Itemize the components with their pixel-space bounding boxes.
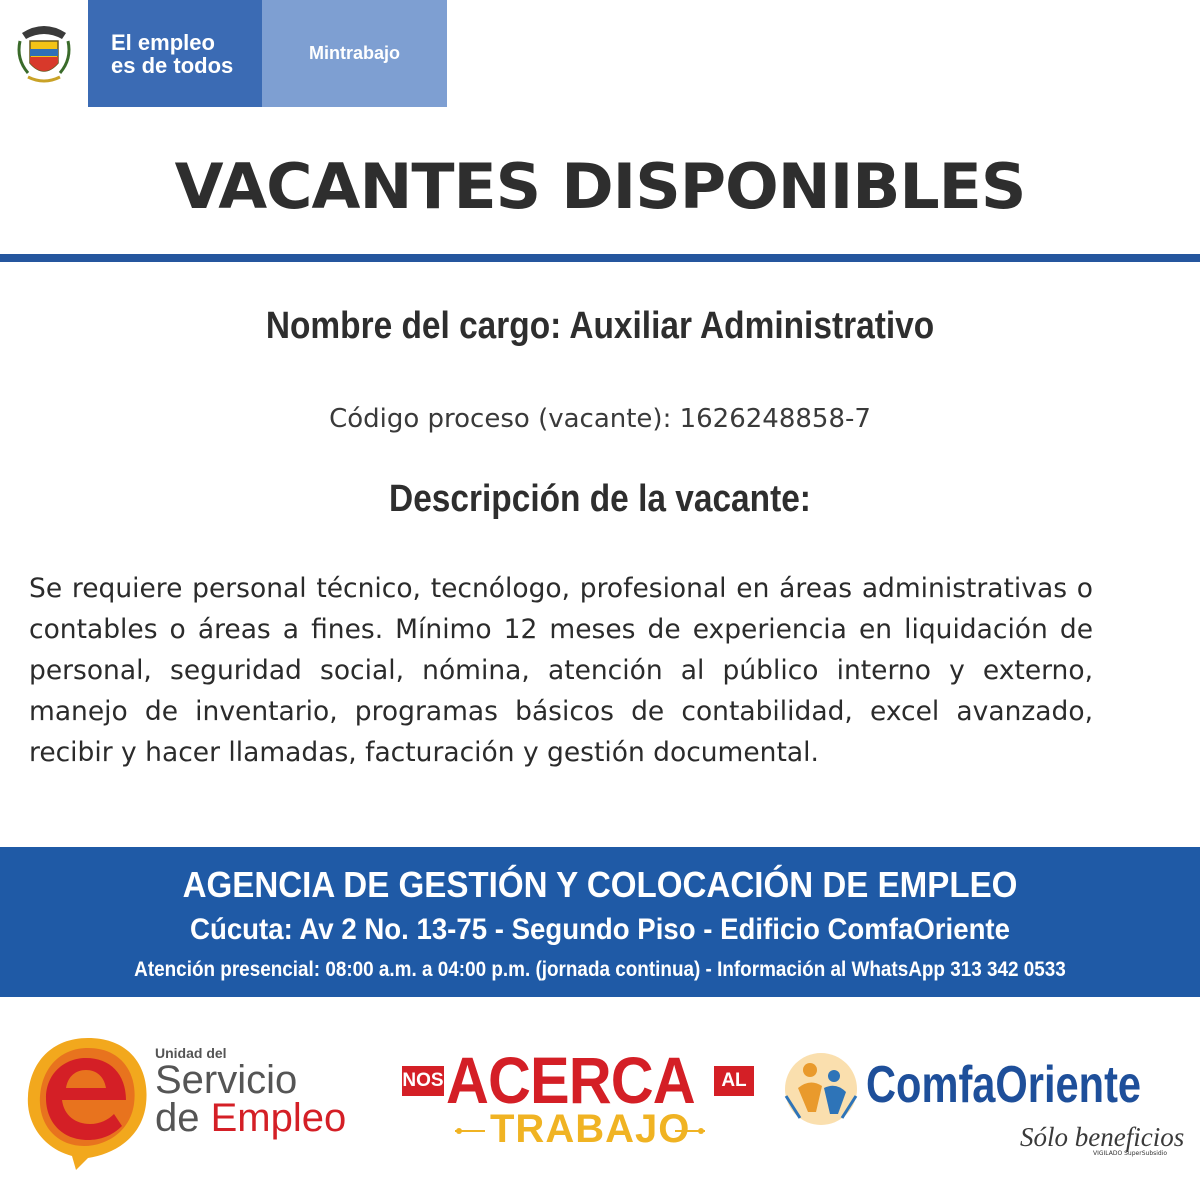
agency-hours: Atención presencial: 08:00 a.m. a 04:00 p.m. (jornada continua) - Información al WhatsApp 313 342 0533 xyxy=(134,958,1066,981)
job-title: Nombre del cargo: Auxiliar Administrativo xyxy=(265,305,935,347)
colombia-coat-of-arms-icon xyxy=(14,19,74,89)
ministry-label: Mintrabajo xyxy=(308,43,400,63)
servicio-small-label: Unidad del xyxy=(155,1045,227,1061)
crest-cell xyxy=(0,0,88,107)
vigilado-label: VIGILADO SuperSubsidio xyxy=(1093,1150,1168,1157)
acerca-al-badge: AL xyxy=(714,1066,754,1096)
servicio-line-2 xyxy=(155,1096,347,1140)
page-title: VACANTES DISPONIBLES xyxy=(174,150,1026,223)
acerca-nos-badge: NOS xyxy=(402,1066,444,1096)
agency-address: Cúcuta: Av 2 No. 13-75 - Segundo Piso - Edificio ComfaOriente xyxy=(190,913,1010,946)
slogan-cell xyxy=(88,0,262,107)
description-text: Se requiere personal técnico, tecnólogo, profesional en áreas administrativas o contables o áreas a fines. Mínimo 12 meses de experiencia en liquidación de personal, seguridad social, nómina, atención al público interno y externo, manejo de inventario, programas básicos de contabilidad, excel avanzado, recibir y hacer llamadas, facturación y gestión documental. xyxy=(29,573,1093,768)
acerca-main-word: ACERCA xyxy=(446,1043,695,1117)
servicio-empleo-wordmark xyxy=(155,1045,347,1140)
agency-name: AGENCIA DE GESTIÓN Y COLOCACIÓN DE EMPLEO xyxy=(182,864,1018,905)
servicio-line-2-highlight: Empleo xyxy=(210,1096,347,1140)
comfaoriente-tagline: Sólo beneficios xyxy=(1020,1122,1185,1152)
comfaoriente-wordmark: ComfaOriente xyxy=(866,1056,1142,1114)
ministry-cell xyxy=(262,0,447,107)
comfaoriente-family-icon xyxy=(780,1048,862,1130)
servicio-line-2-prefix: de xyxy=(155,1096,211,1140)
acerca-trabajo-word: TRABAJO xyxy=(490,1107,691,1151)
title-divider xyxy=(0,254,1200,262)
description-heading: Descripción de la vacante: xyxy=(389,478,811,520)
slogan-line-1: El empleo xyxy=(111,29,215,55)
slogan-line-2: es de todos xyxy=(111,52,234,78)
process-code: Código proceso (vacante): 1626248858-7 xyxy=(329,404,871,434)
servicio-line-1: Servicio xyxy=(155,1058,298,1102)
government-header xyxy=(0,0,447,107)
agency-band xyxy=(0,847,1200,997)
